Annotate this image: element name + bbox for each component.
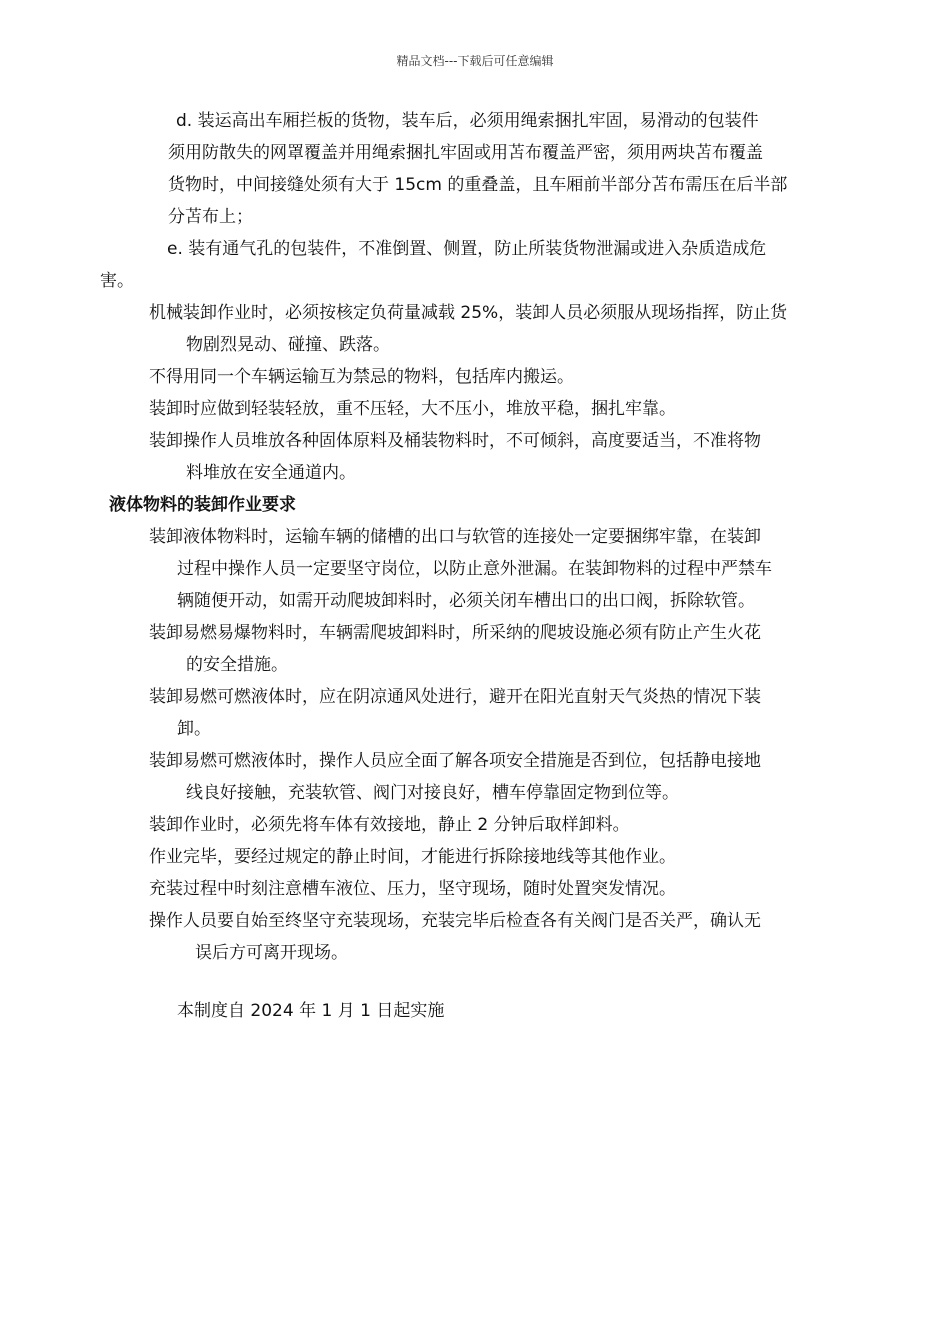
paragraph-liquid-3	[149, 681, 761, 745]
text-line: 装卸液体物料时，运输车辆的储槽的出口与软管的连接处一定要捆绑牢靠，在装卸	[149, 527, 761, 547]
paragraph-d	[168, 105, 787, 233]
text-line: 充装过程中时刻注意槽车液位、压力，坚守现场，随时处置突发情况。	[149, 879, 676, 899]
page-header: 精品文档---下载后可任意编辑	[396, 54, 554, 68]
paragraph-mechanical	[149, 297, 787, 361]
paragraph-liquid-4	[149, 745, 761, 809]
text-line: 料堆放在安全通道内。	[186, 463, 356, 483]
text-line: 装卸易燃可燃液体时，应在阴凉通风处进行，避开在阳光直射天气炎热的情况下装	[149, 687, 761, 707]
text-line: 过程中操作人员一定要坚守岗位，以防止意外泄漏。在装卸物料的过程中严禁车	[177, 559, 772, 579]
text-line: 的安全措施。	[186, 655, 288, 675]
text-line: 须用防散失的网罩覆盖并用绳索捆扎牢固或用苫布覆盖严密，须用两块苫布覆盖	[168, 143, 763, 163]
text-line: 物剧烈晃动、碰撞、跌落。	[186, 335, 390, 355]
text-line: 装卸易燃易爆物料时，车辆需爬坡卸料时，所采纳的爬坡设施必须有防止产生火花	[149, 623, 761, 643]
text-line: 装卸作业时，必须先将车体有效接地，静止 2 分钟后取样卸料。	[149, 815, 630, 835]
text-line: 作业完毕，要经过规定的静止时间，才能进行拆除接地线等其他作业。	[149, 847, 676, 867]
text-line: 辆随便开动，如需开动爬坡卸料时，必须关闭车槽出口的出口阀，拆除软管。	[177, 591, 755, 611]
text-line: 线良好接触，充装软管、阀门对接良好，槽车停靠固定物到位等。	[186, 783, 679, 803]
paragraph-liquid-8	[149, 905, 761, 969]
paragraph-liquid-7	[149, 873, 676, 905]
text-line: 误后方可离开现场。	[195, 943, 348, 963]
text-line: 卸。	[177, 719, 211, 739]
paragraph-solid	[149, 425, 761, 489]
text-line: 机械装卸作业时，必须按核定负荷量减载 25%，装卸人员必须服从现场指挥，防止货	[149, 303, 788, 323]
text-line: 分苫布上；	[168, 207, 253, 227]
text-line: e. 装有通气孔的包装件，不准倒置、侧置，防止所装货物泄漏或进入杂质造成危	[167, 239, 767, 259]
text-line: 不得用同一个车辆运输互为禁忌的物料，包括库内搬运。	[149, 367, 574, 387]
paragraph-liquid-6	[149, 841, 676, 873]
text-line: 装卸时应做到轻装轻放，重不压轻，大不压小，堆放平稳，捆扎牢靠。	[149, 399, 676, 419]
text-line: 装卸易燃可燃液体时，操作人员应全面了解各项安全措施是否到位，包括静电接地	[149, 751, 761, 771]
text-line: 操作人员要自始至终坚守充装现场，充装完毕后检查各有关阀门是否关严，确认无	[149, 911, 761, 931]
heading-text: 液体物料的装卸作业要求	[109, 495, 296, 515]
section-heading	[109, 489, 296, 521]
effective-date-statement	[177, 995, 444, 1027]
paragraph-liquid-1	[149, 521, 772, 617]
text-line: 本制度自 2024 年 1 月 1 日起实施	[177, 1001, 445, 1021]
paragraph-same-vehicle	[149, 361, 574, 393]
text-line: 害。	[100, 271, 134, 291]
text-line: 货物时，中间接缝处须有大于 15cm 的重叠盖，且车厢前半部分苫布需压在后半部	[168, 175, 788, 195]
text-line: 装卸操作人员堆放各种固体原料及桶装物料时，不可倾斜，高度要适当，不准将物	[149, 431, 761, 451]
paragraph-e	[100, 233, 766, 297]
paragraph-liquid-2	[149, 617, 761, 681]
text-line: d. 装运高出车厢拦板的货物，装车后，必须用绳索捆扎牢固，易滑动的包装件	[176, 111, 759, 131]
paragraph-liquid-5	[149, 809, 630, 841]
paragraph-light	[149, 393, 676, 425]
